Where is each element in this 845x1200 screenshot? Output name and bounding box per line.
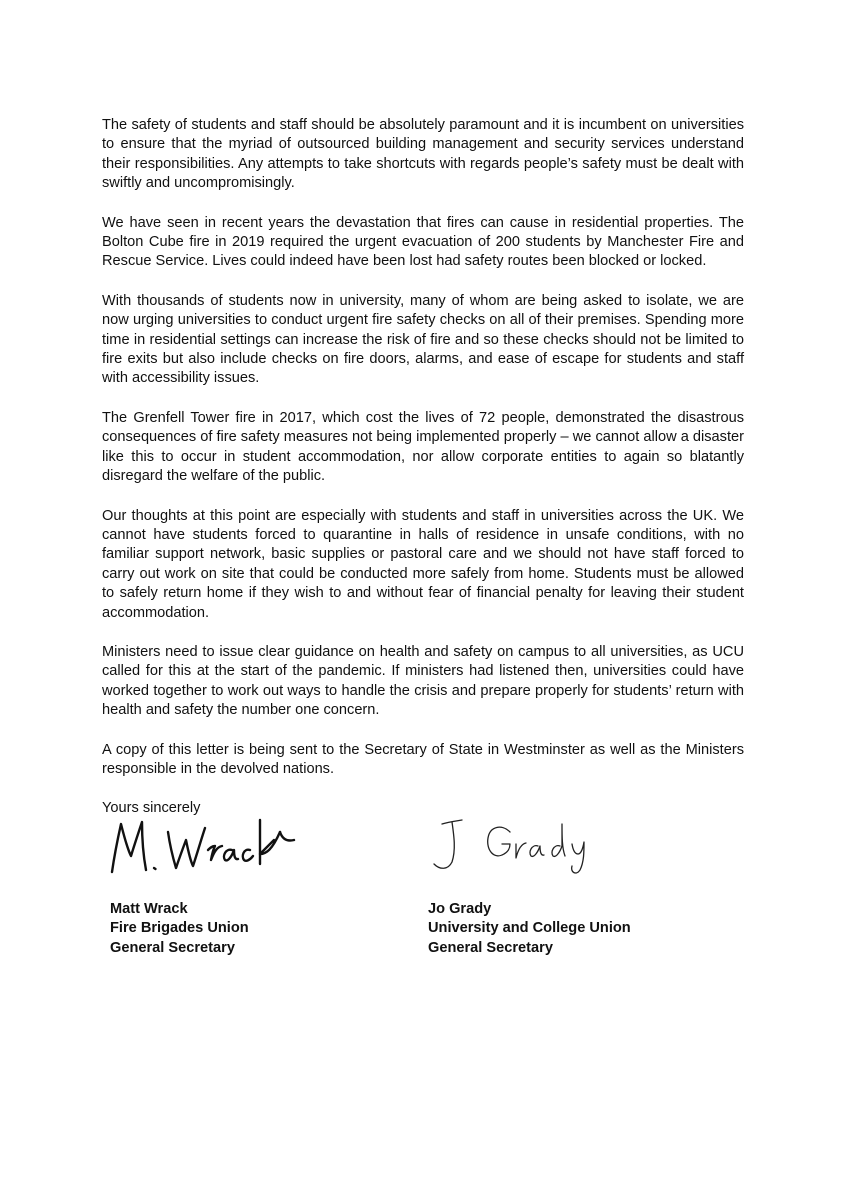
paragraph-fire-safety-checks: With thousands of students now in university, many of whom are being asked to isolate, we are now urging universities to conduct urgent fire safety checks on all of their premises. Spending more time in residential settings can increase the risk of fire and so these checks should not be limited to fire exits but also include checks on fire doors, alarms, and ease of escape for students and staff with accessibility issues. (102, 292, 744, 387)
paragraph-students-and-staff: Our thoughts at this point are especially with students and staff in universities across the UK. We cannot have students forced to quarantine in halls of residence in unsafe conditions, with no familiar support network, basic supplies or pastoral care and we should not have staff forced to carry out work on site that could be conducted more safely from home. Students must be allowed to safely return home if they wish to and without fear of financial penalty for leaving their student accommodation. (102, 507, 744, 621)
paragraph-student-safety: The safety of students and staff should be absolutely paramount and it is incumbent on universities to ensure that the myriad of outsourced building management and security services understand their responsibilities. Any attempts to take shortcuts with regards people’s safety must be dealt with swiftly and uncompromisingly. (102, 117, 744, 192)
signature-m-wrack (104, 810, 304, 882)
signatory-role: General Secretary (428, 939, 553, 956)
closing-salutation: Yours sincerely (102, 800, 201, 817)
paragraph-copy-sent: A copy of this letter is being sent to the Secretary of State in Westminster as well as the Ministers responsible in the devolved nations. (102, 741, 744, 777)
signatory-organisation: Fire Brigades Union (110, 920, 249, 937)
paragraph-ministers-guidance: Ministers need to issue clear guidance on health and safety on campus to all universities, as UCU called for this at the start of the pandemic. If ministers had listened then, universities could have worked together to work out ways to handle the crisis and prepare properly for students’ return with health and safety the number one concern. (102, 643, 744, 719)
signatory-role: General Secretary (110, 939, 235, 956)
letter-body (102, 116, 744, 819)
paragraph-bolton-cube-fire: We have seen in recent years the devastation that fires can cause in residential properties. The Bolton Cube fire in 2019 required the urgent evacuation of 200 students by Manchester Fire and Rescue Service. Lives could indeed have been lost had safety routes been blocked or locked. (102, 214, 744, 270)
signatory-matt-wrack (104, 810, 304, 958)
signature-j-grady (428, 810, 628, 882)
signatory-name: Matt Wrack (110, 901, 188, 917)
signatory-jo-grady (428, 810, 631, 958)
paragraph-grenfell-tower: The Grenfell Tower fire in 2017, which cost the lives of 72 people, demonstrated the disastrous consequences of fire safety measures not being implemented properly – we cannot allow a disaster like this to occur in student accommodation, nor allow corporate entities to again so blatantly disregard the welfare of the public. (102, 409, 744, 485)
signatory-name: Jo Grady (428, 901, 492, 917)
signatory-organisation: University and College Union (428, 920, 631, 937)
